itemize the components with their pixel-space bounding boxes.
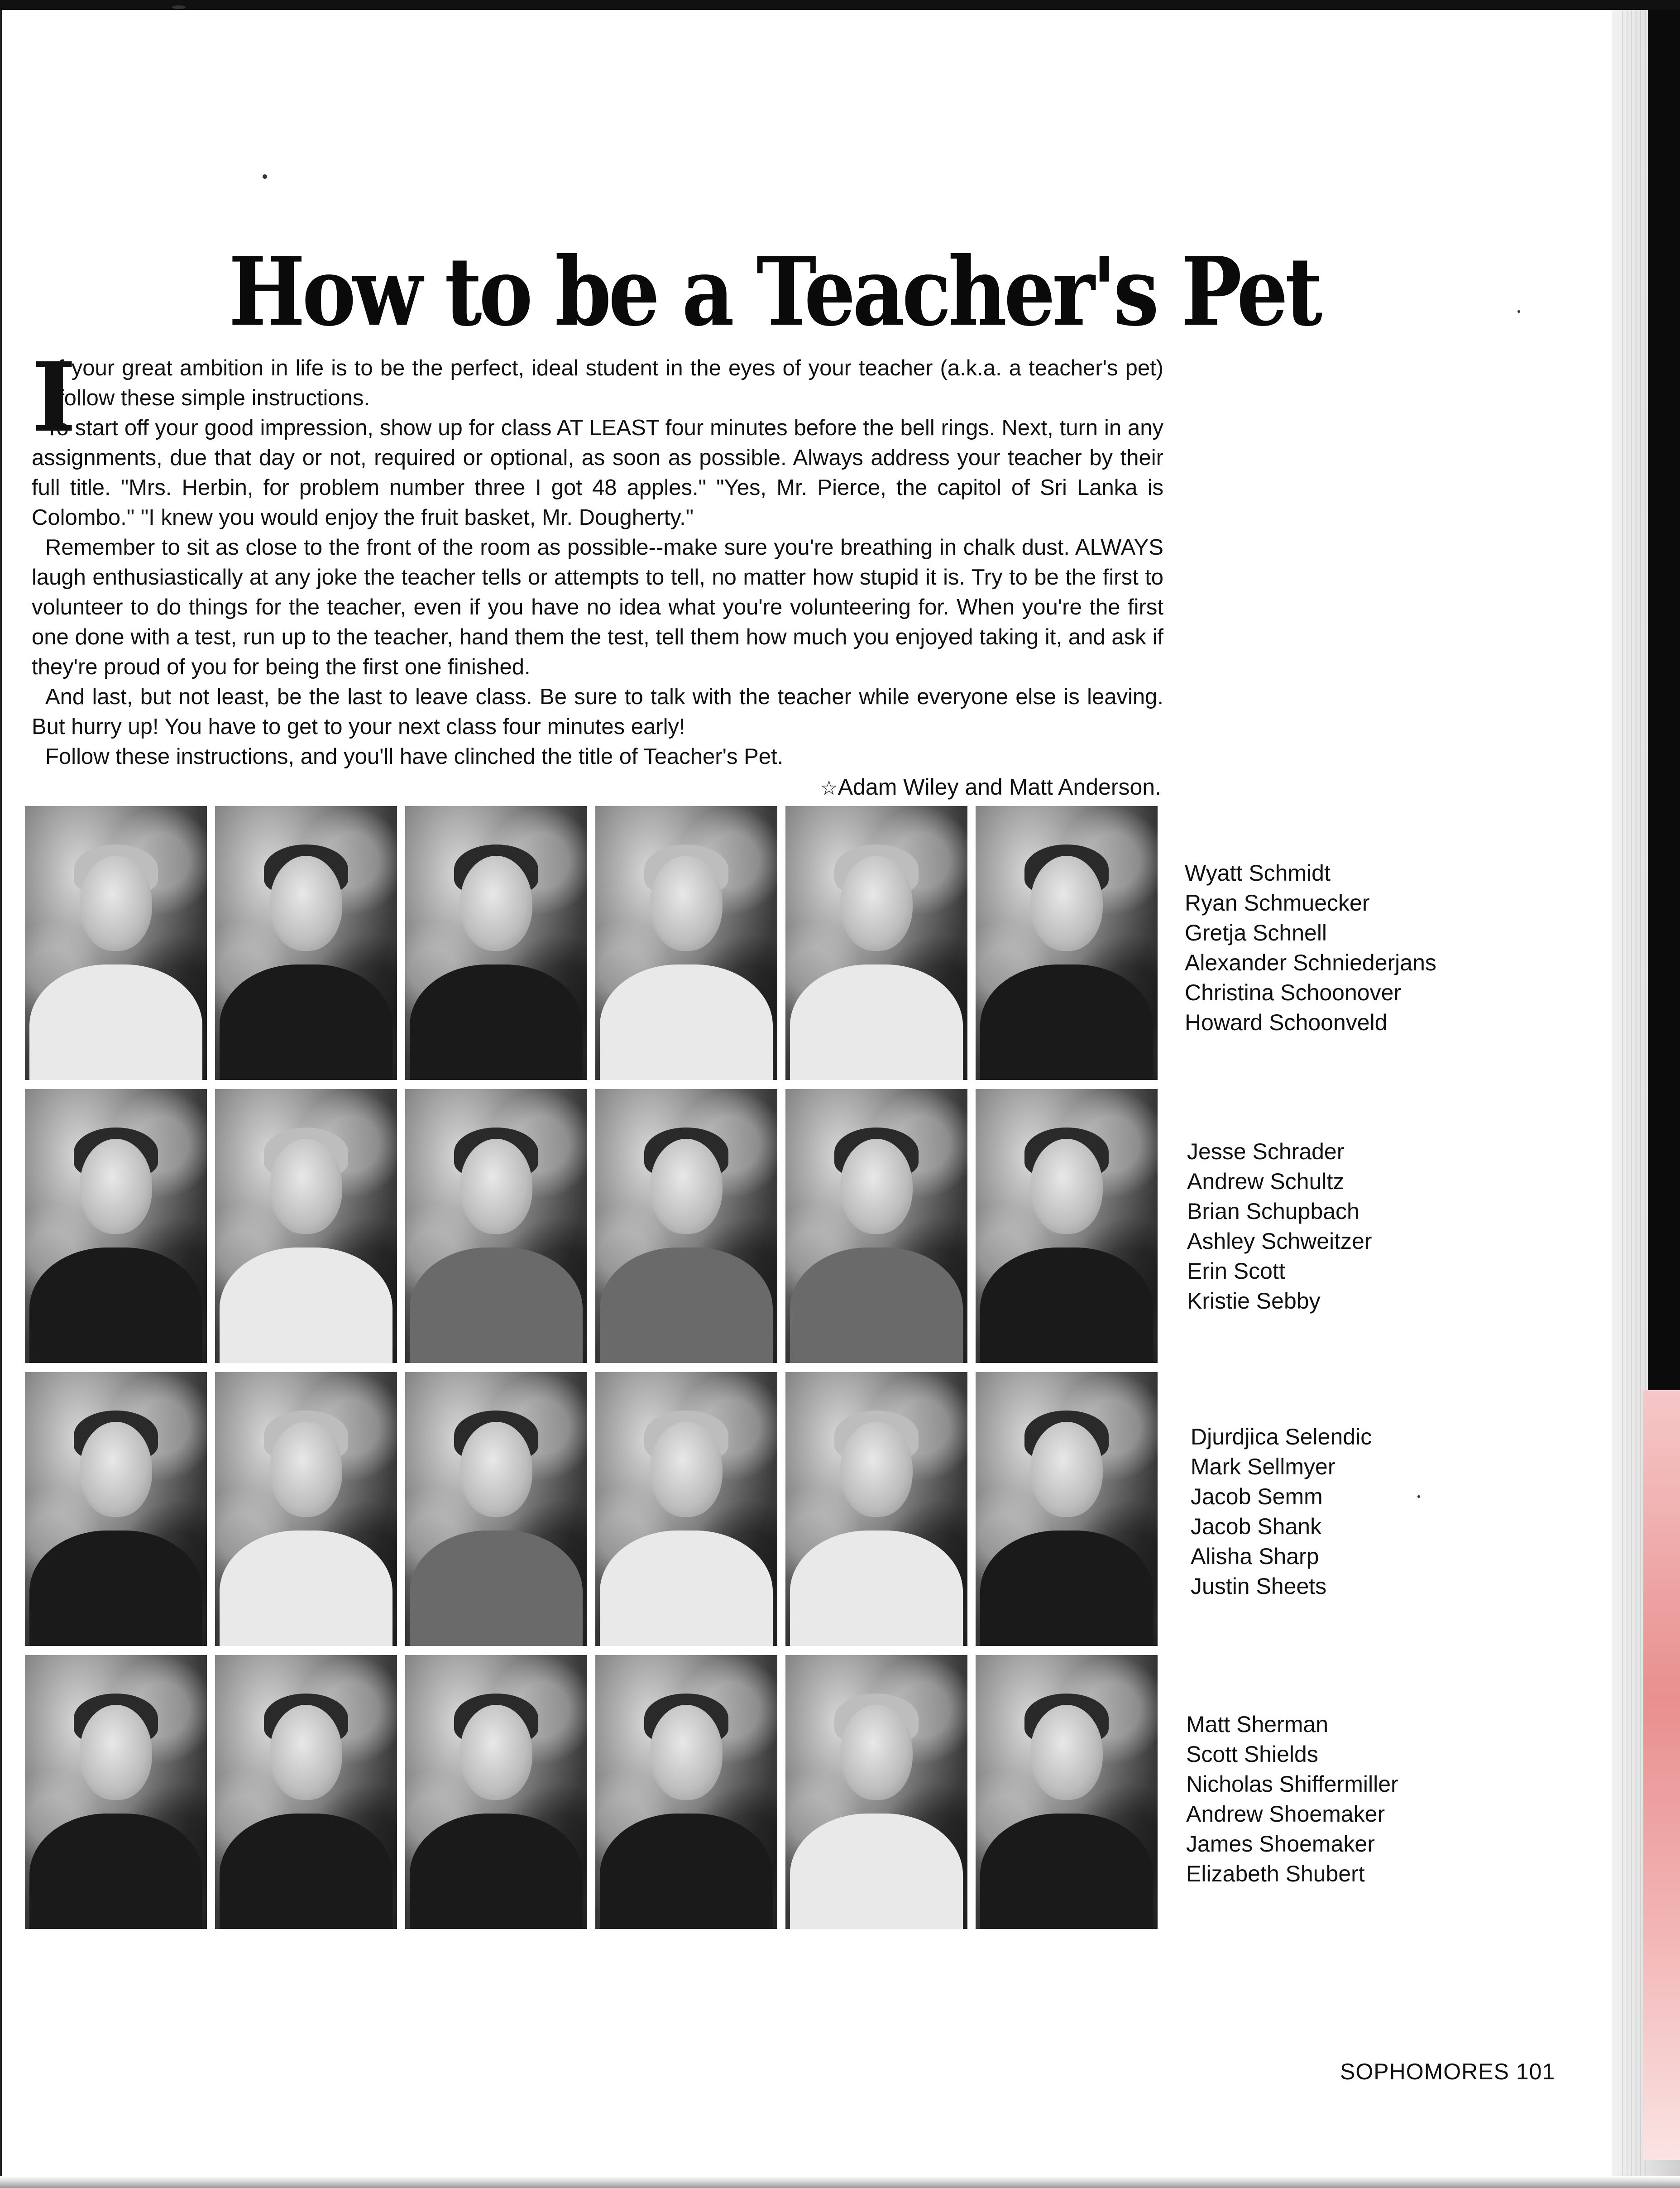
student-name: James Shoemaker — [1186, 1831, 1375, 1857]
student-name: Ashley Schweitzer — [1187, 1228, 1372, 1254]
student-portrait — [595, 806, 777, 1080]
student-name: Nicholas Shiffermiller — [1186, 1771, 1398, 1797]
student-name: Brian Schupbach — [1187, 1199, 1359, 1224]
article-headline: How to be a Teacher's Pet — [229, 237, 1320, 347]
student-name: Christina Schoonover — [1185, 980, 1402, 1005]
student-portrait — [595, 1372, 777, 1646]
article-body — [32, 341, 1163, 772]
student-portrait — [405, 806, 587, 1080]
student-name: Alisha Sharp — [1191, 1544, 1319, 1569]
student-name: Howard Schoonveld — [1185, 1010, 1388, 1035]
student-name: Erin Scott — [1187, 1258, 1285, 1284]
name-list-row-3 — [1191, 1422, 1372, 1601]
student-name: Scott Shields — [1186, 1742, 1318, 1767]
binding-pink-strip — [1643, 1390, 1680, 2160]
student-name: Matt Sherman — [1186, 1712, 1329, 1737]
student-portrait — [976, 1089, 1158, 1363]
student-name: Djurdjica Selendic — [1191, 1424, 1372, 1449]
student-name: Alexander Schniederjans — [1185, 950, 1436, 975]
student-portrait — [976, 1372, 1158, 1646]
byline-authors: Adam Wiley and Matt Anderson. — [838, 774, 1161, 800]
student-name: Jacob Shank — [1191, 1514, 1322, 1539]
portrait-grid — [25, 806, 1163, 1940]
student-portrait — [785, 1655, 967, 1929]
scan-speck — [1417, 1495, 1420, 1498]
student-name: Wyatt Schmidt — [1185, 860, 1331, 886]
paragraph: Remember to sit as close to the front of the room as possible--make sure you're breathing in chalk dust. ALWAYS laugh enthusiastically at any joke the teacher tells or attempts to tell, no matter how stupid it is. Try to be the first to volunteer to do things for the teacher, even if you have no idea what you're volunteering for. When you're the first one done with a test, run up to the teacher, hand them the test, tell them how much you enjoyed taking it, and ask if they're proud of you for being the first one finished. — [32, 535, 1163, 679]
student-name: Jesse Schrader — [1187, 1139, 1345, 1164]
bottom-edge — [0, 2176, 1680, 2188]
student-portrait — [25, 1372, 207, 1646]
scan-speck — [172, 5, 186, 9]
student-portrait — [215, 1372, 397, 1646]
name-list-row-1 — [1185, 858, 1436, 1037]
student-name: Gretja Schnell — [1185, 920, 1327, 945]
name-list-row-4 — [1186, 1709, 1398, 1889]
page-footer — [1340, 2058, 1555, 2085]
page-number: 101 — [1516, 2059, 1556, 2084]
left-edge — [0, 10, 2, 2188]
student-name: Andrew Schultz — [1187, 1169, 1345, 1194]
student-portrait — [595, 1089, 777, 1363]
student-portrait — [25, 806, 207, 1080]
name-list-row-2 — [1187, 1137, 1372, 1316]
student-portrait — [976, 806, 1158, 1080]
top-border — [0, 0, 1680, 10]
student-portrait — [976, 1655, 1158, 1929]
student-portrait — [215, 1655, 397, 1929]
binding-black-strip — [1648, 0, 1680, 1390]
star-icon: ☆ — [820, 777, 838, 799]
student-portrait — [785, 806, 967, 1080]
paragraph: f your great ambition in life is to be the perfect, ideal student in the eyes of your teacher (a.k.a. a teacher's pet) follow these simple instructions. — [58, 356, 1163, 410]
student-portrait — [785, 1372, 967, 1646]
student-name: Justin Sheets — [1191, 1574, 1327, 1599]
student-name: Elizabeth Shubert — [1186, 1861, 1365, 1886]
scan-speck — [1517, 310, 1520, 313]
section-label: SOPHOMORES — [1340, 2059, 1509, 2084]
student-portrait — [405, 1089, 587, 1363]
student-portrait — [25, 1655, 207, 1929]
student-portrait — [405, 1372, 587, 1646]
student-name: Jacob Semm — [1191, 1484, 1323, 1509]
scan-speck — [263, 174, 267, 179]
paragraph: Follow these instructions, and you'll have clinched the title of Teacher's Pet. — [45, 744, 784, 769]
student-portrait — [25, 1089, 207, 1363]
student-portrait — [785, 1089, 967, 1363]
drop-cap: I — [32, 341, 77, 453]
article-byline — [770, 772, 1161, 803]
page-edge-lines — [1618, 0, 1646, 2188]
paragraph: And last, but not least, be the last to leave class. Be sure to talk with the teacher while everyone else is leaving. But hurry up! You have to get to your next class four minutes early! — [32, 685, 1163, 739]
student-portrait — [595, 1655, 777, 1929]
student-name: Andrew Shoemaker — [1186, 1801, 1385, 1827]
student-portrait — [215, 806, 397, 1080]
student-name: Mark Sellmyer — [1191, 1454, 1335, 1479]
student-name: Kristie Sebby — [1187, 1288, 1321, 1314]
student-portrait — [215, 1089, 397, 1363]
student-portrait — [405, 1655, 587, 1929]
student-name: Ryan Schmuecker — [1185, 890, 1370, 916]
paragraph: To start off your good impression, show up for class AT LEAST four minutes before the bell rings. Next, turn in any assignments, due that day or not, required or optional, as soon as possible. Always address your teacher by their full title. "Mrs. Herbin, for problem number three I got 48 apples." "Yes, Mr. Pierce, the capitol of Sri Lanka is Colombo." "I knew you would enjoy the fruit basket, Mr. Dougherty." — [32, 416, 1163, 530]
